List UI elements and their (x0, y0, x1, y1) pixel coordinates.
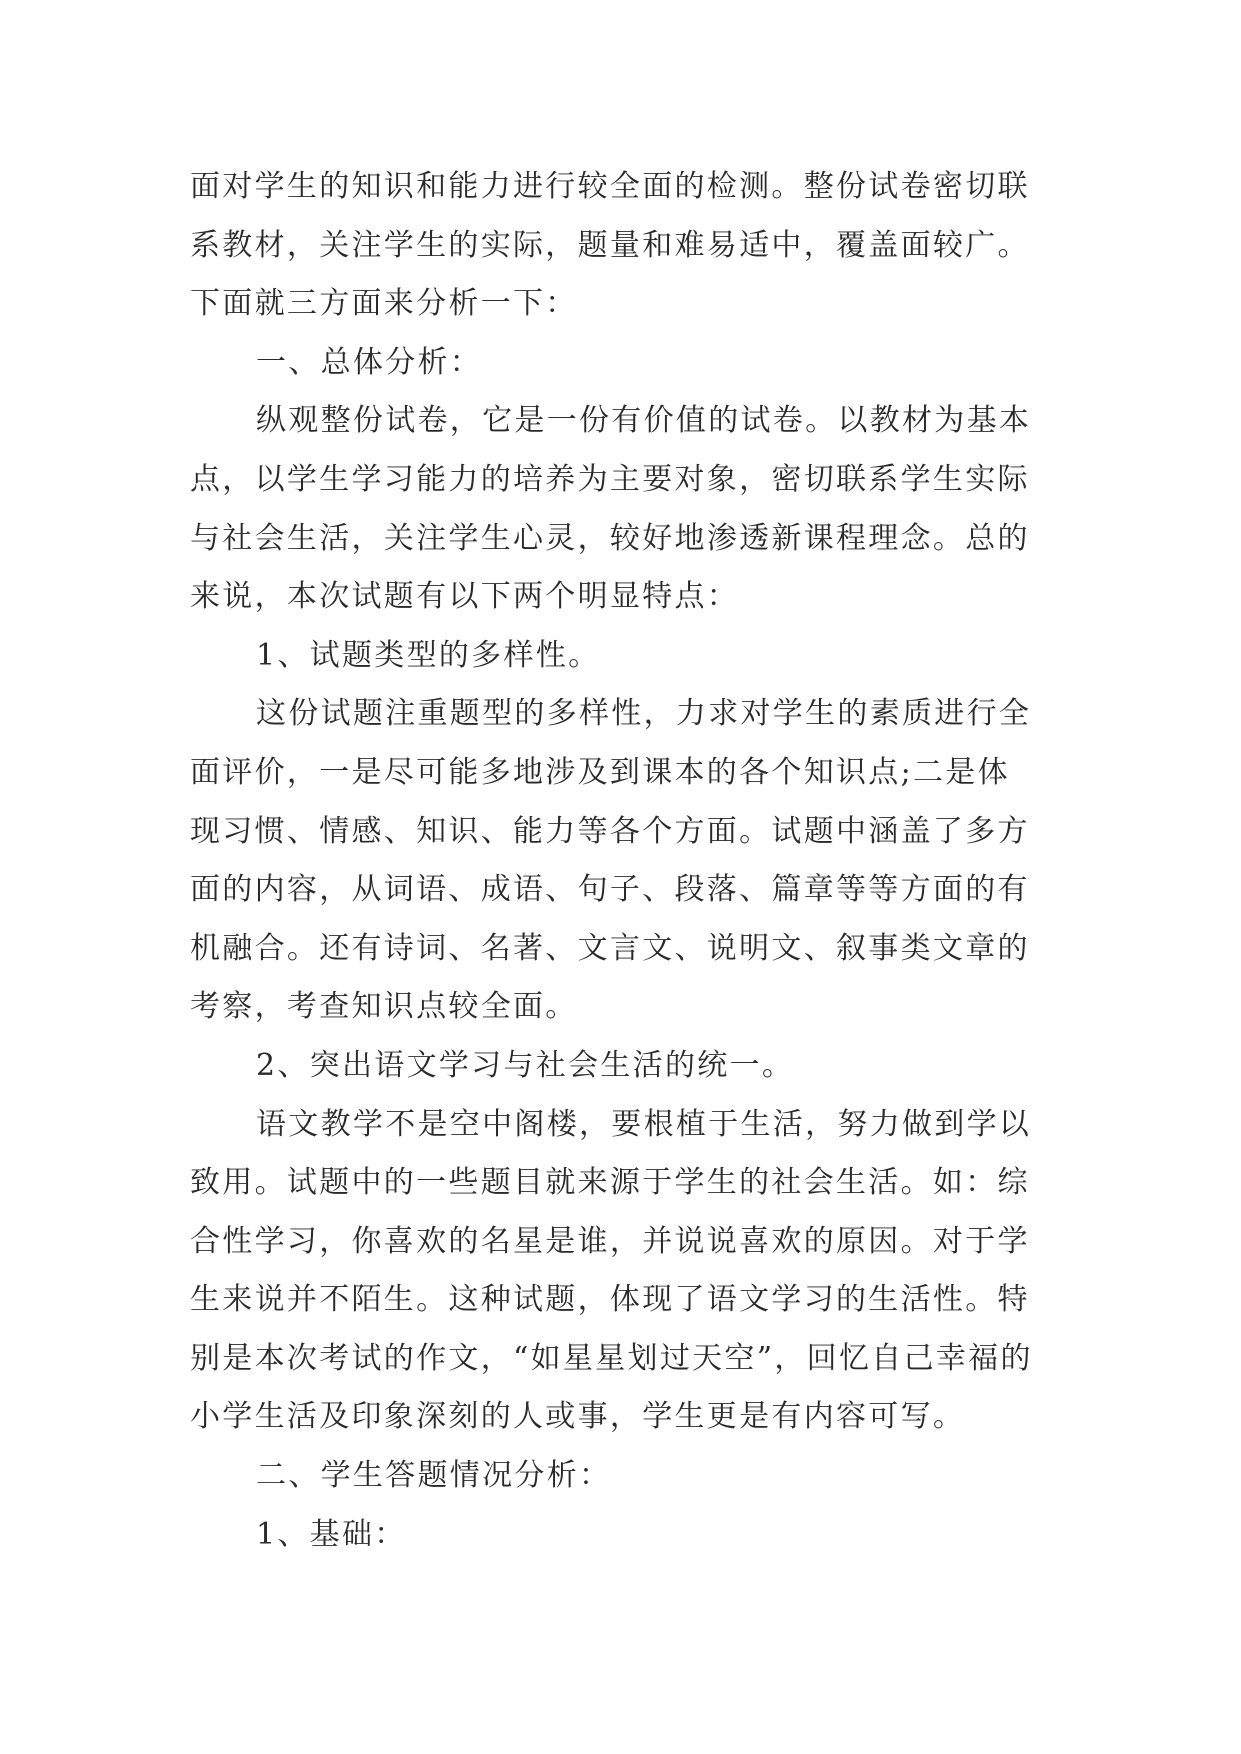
subsection-heading: 2、突出语文学习与社会生活的统一。 (256, 1047, 795, 1083)
text-line: 现习惯、情感、知识、能力等各个方面。试题中涵盖了多方 (190, 813, 1030, 849)
text-line: 合性学习，你喜欢的名星是谁，并说说喜欢的原因。对于学 (190, 1223, 1030, 1259)
text-line: 面评价，一是尽可能多地涉及到课本的各个知识点;二是体 (190, 754, 1010, 790)
text-line: 语文教学不是空中阁楼，要根植于生活，努力做到学以 (256, 1106, 1032, 1142)
text-line: 机融合。还有诗词、名著、文言文、说明文、叙事类文章的 (190, 930, 1030, 966)
section-heading: 二、学生答题情况分析： (256, 1458, 612, 1494)
text-line: 系教材，关注学生的实际，题量和难易适中，覆盖面较广。 (190, 227, 1030, 263)
text-line: 面对学生的知识和能力进行较全面的检测。整份试卷密切联 (190, 169, 1030, 204)
text-line: 致用。试题中的一些题目就来源于学生的社会生活。如：综 (190, 1165, 1030, 1201)
text-line: 点，以学生学习能力的培养为主要对象，密切联系学生实际 (190, 461, 1030, 497)
text-line: 这份试题注重题型的多样性，力求对学生的素质进行全 (256, 696, 1032, 732)
text-line: 生来说并不陌生。这种试题，体现了语文学习的生活性。特 (190, 1282, 1030, 1318)
text-line: 纵观整份试卷，它是一份有价值的试卷。以教材为基本 (256, 403, 1032, 439)
subsection-heading: 1、试题类型的多样性。 (256, 637, 601, 673)
section-heading: 一、总体分析： (256, 344, 483, 380)
document-body (190, 158, 1070, 1564)
text-line: 考察，考查知识点较全面。 (190, 989, 578, 1025)
text-line: 小学生活及印象深刻的人或事，学生更是有内容可写。 (190, 1399, 966, 1435)
subsection-heading: 1、基础： (256, 1516, 407, 1552)
text-line: 下面就三方面来分析一下： (190, 286, 578, 322)
text-line: 与社会生活，关注学生心灵，较好地渗透新课程理念。总的 (190, 520, 1030, 556)
text-line: 别是本次考试的作文，“如星星划过天空”，回忆自己幸福的 (190, 1340, 1033, 1376)
text-line: 来说，本次试题有以下两个明显特点： (190, 579, 740, 615)
text-line: 面的内容，从词语、成语、句子、段落、篇章等等方面的有 (190, 872, 1030, 908)
